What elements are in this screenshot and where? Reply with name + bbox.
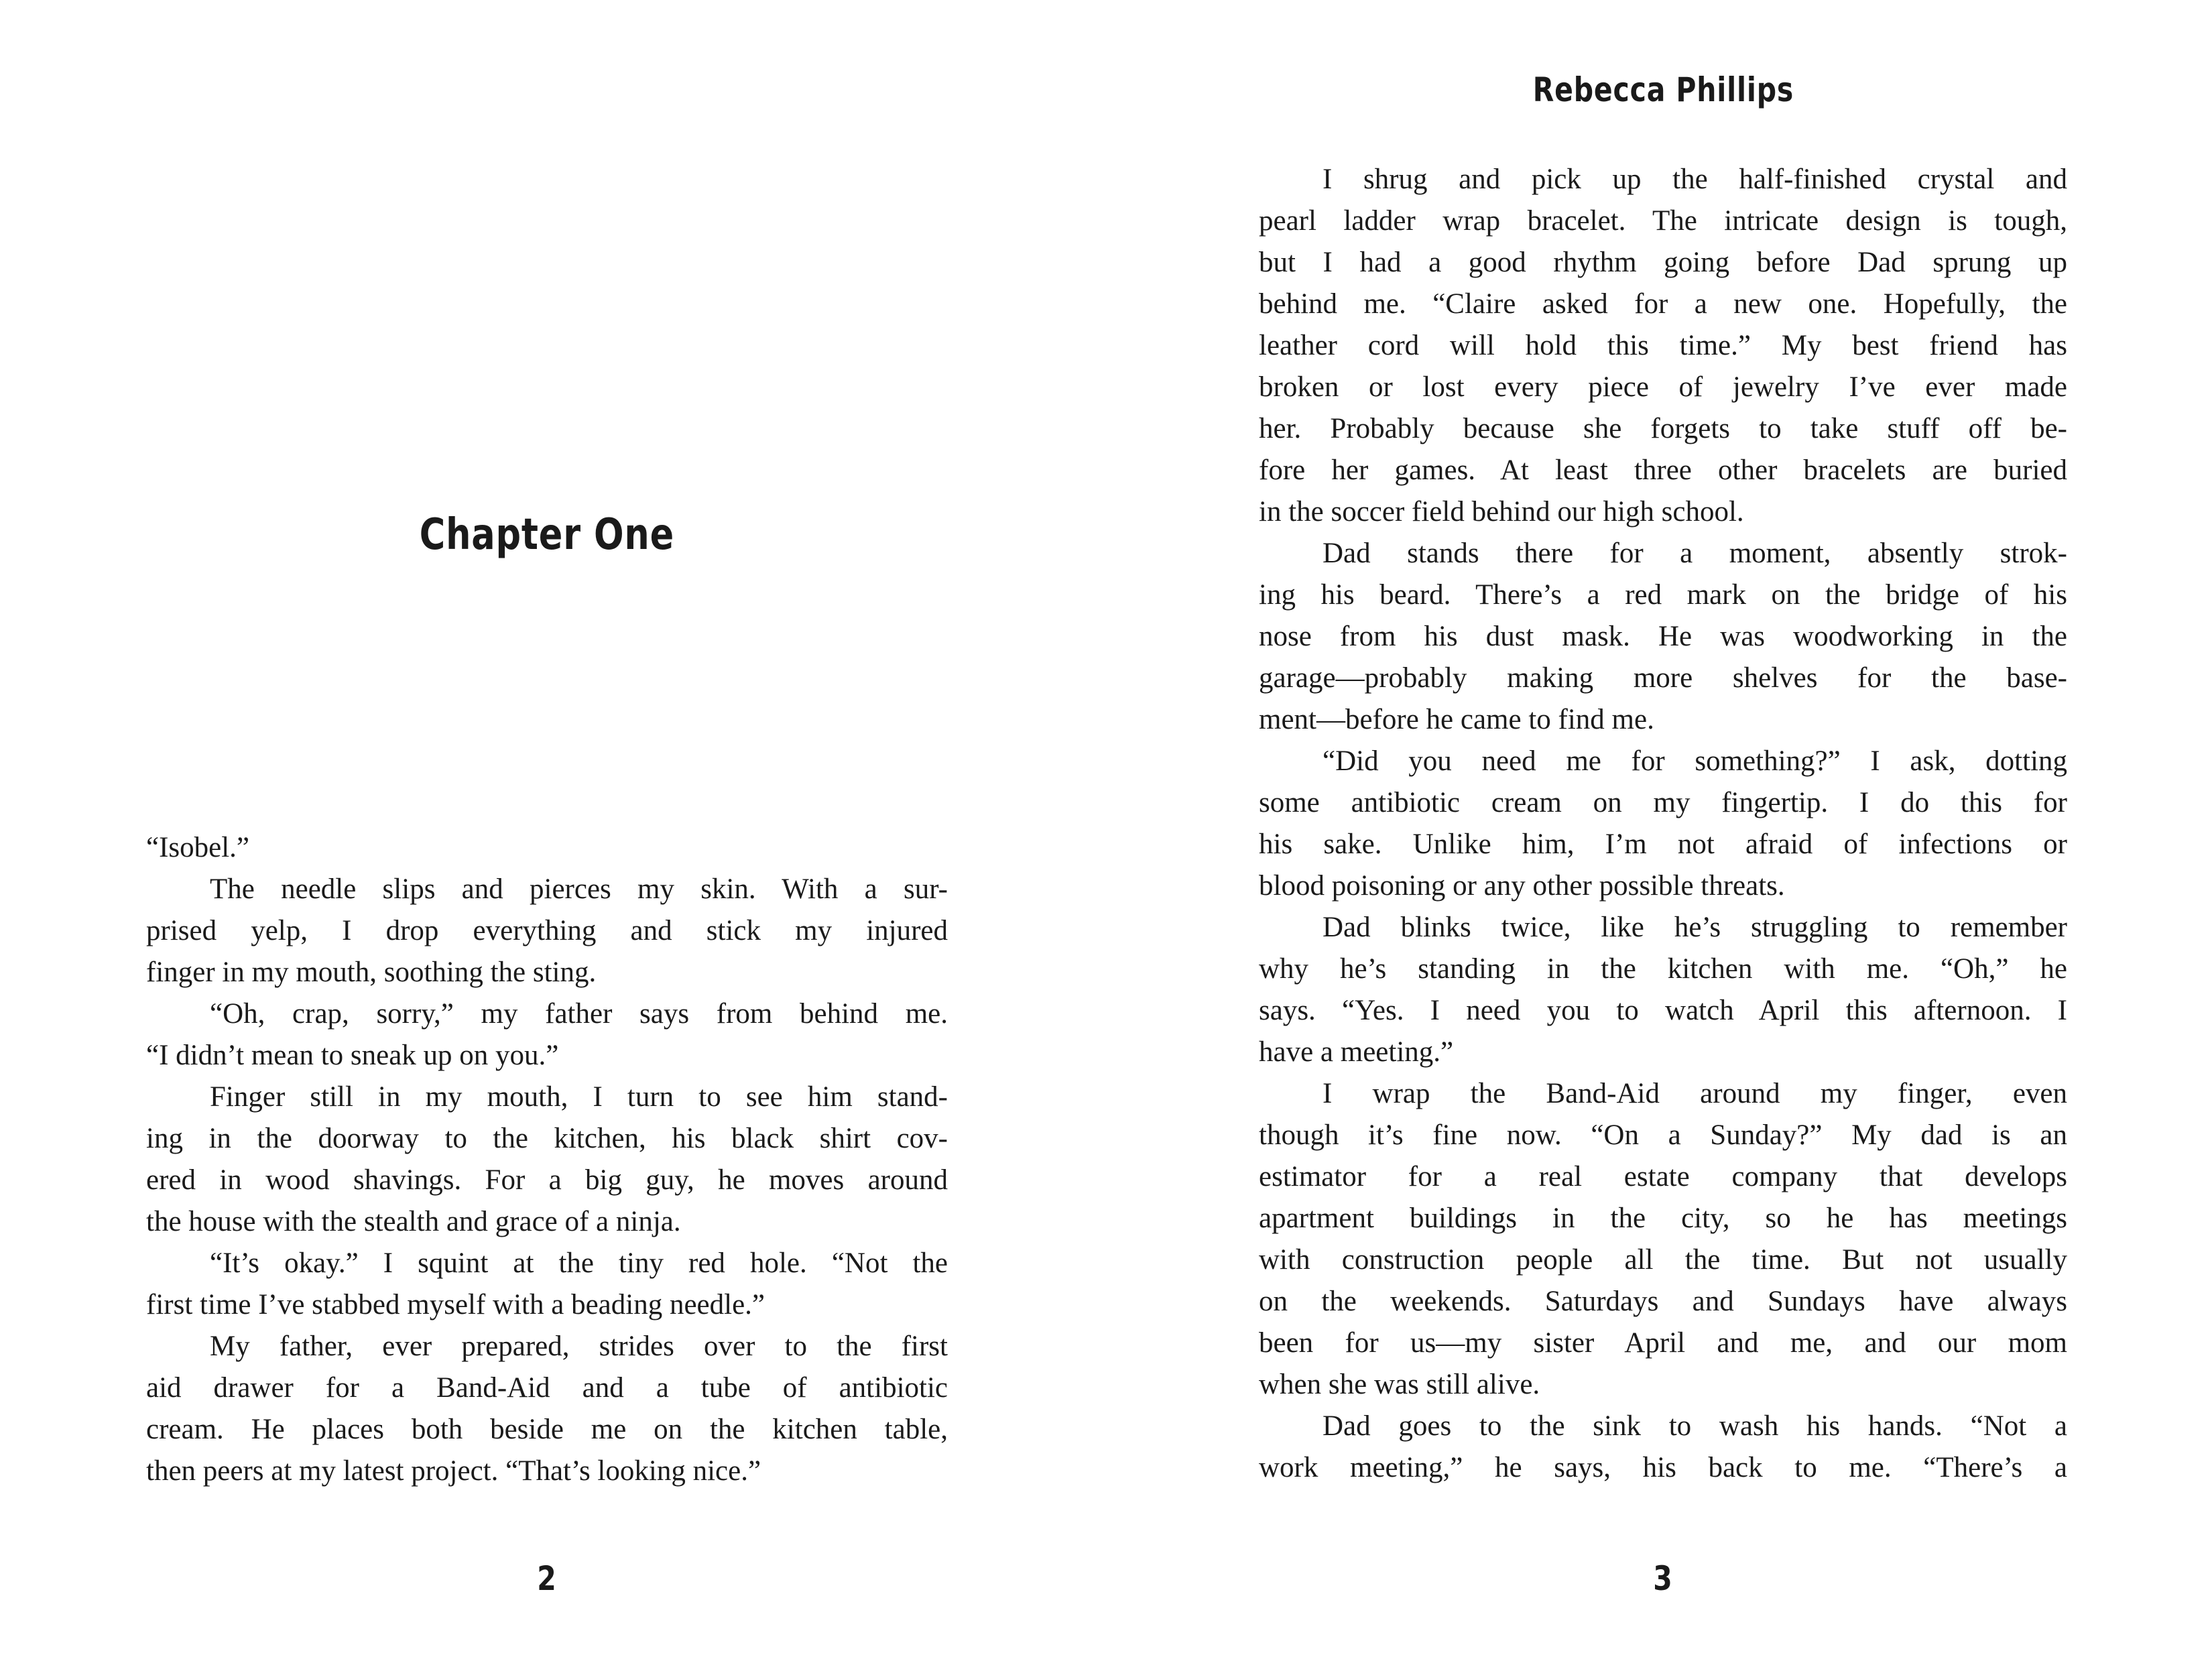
text-line: in the soccer field behind our high school. bbox=[1259, 496, 1744, 528]
text-line: why he’s standing in the kitchen with me. “Oh,” he bbox=[1259, 953, 2067, 985]
running-header bbox=[1259, 66, 2067, 114]
text-line: I shrug and pick up the half-finished crystal and bbox=[1323, 164, 2067, 195]
text-line: “I didn’t mean to sneak up on you.” bbox=[146, 1040, 559, 1071]
text-line: Dad blinks twice, like he’s struggling to remember bbox=[1323, 912, 2067, 943]
text-line: though it’s fine now. “On a Sunday?” My dad is an bbox=[1259, 1119, 2067, 1151]
text-line: broken or lost every piece of jewelry I’ve ever made bbox=[1259, 371, 2067, 403]
text-line: Dad goes to the sink to wash his hands. “Not a bbox=[1323, 1410, 2067, 1442]
text-line: “Oh, crap, sorry,” my father says from behind me. bbox=[210, 998, 948, 1030]
text-line: aid drawer for a Band-Aid and a tube of antibiotic bbox=[146, 1372, 948, 1404]
text-line: some antibiotic cream on my fingertip. I do this for bbox=[1259, 787, 2067, 818]
text-line: My father, ever prepared, strides over to the first bbox=[210, 1331, 948, 1362]
text-line: when she was still alive. bbox=[1259, 1369, 1540, 1400]
text-line: prised yelp, I drop everything and stick my injured bbox=[146, 915, 948, 946]
right-page-number: 3 bbox=[1653, 1559, 1673, 1598]
text-line: estimator for a real estate company that develops bbox=[1259, 1161, 2067, 1192]
text-line: first time I’ve stabbed myself with a beading needle.” bbox=[146, 1289, 765, 1320]
text-line: I wrap the Band-Aid around my finger, even bbox=[1323, 1078, 2067, 1109]
text-line: cream. He places both beside me on the kitchen table, bbox=[146, 1414, 948, 1445]
chapter-heading bbox=[146, 497, 948, 572]
left-page-number: 2 bbox=[537, 1559, 557, 1598]
text-line: pearl ladder wrap bracelet. The intricate design is tough, bbox=[1259, 205, 2067, 237]
text-line: been for us—my sister April and me, and our mom bbox=[1259, 1327, 2067, 1359]
text-line: work meeting,” he says, his back to me. “There’s a bbox=[1259, 1452, 2067, 1483]
text-line: but I had a good rhythm going before Dad sprung up bbox=[1259, 247, 2067, 278]
text-line: ing in the doorway to the kitchen, his black shirt cov- bbox=[146, 1123, 948, 1154]
text-line: behind me. “Claire asked for a new one. Hopefully, the bbox=[1259, 288, 2067, 320]
text-line: says. “Yes. I need you to watch April this afternoon. I bbox=[1259, 995, 2067, 1026]
text-line: “It’s okay.” I squint at the tiny red hole. “Not the bbox=[210, 1247, 948, 1279]
right-page-folio bbox=[1259, 1555, 2067, 1602]
text-line: then peers at my latest project. “That’s looking nice.” bbox=[146, 1455, 761, 1487]
right-page-body bbox=[1259, 159, 2067, 1489]
text-line: ing his beard. There’s a red mark on the bridge of his bbox=[1259, 579, 2067, 611]
text-line: blood poisoning or any other possible threats. bbox=[1259, 870, 1785, 902]
text-line: Finger still in my mouth, I turn to see him stand- bbox=[210, 1081, 948, 1113]
text-line: ment—before he came to find me. bbox=[1259, 704, 1654, 735]
text-line: The needle slips and pierces my skin. With a sur- bbox=[210, 873, 948, 905]
text-line: leather cord will hold this time.” My best friend has bbox=[1259, 330, 2067, 361]
text-line: finger in my mouth, soothing the sting. bbox=[146, 957, 597, 988]
text-line: garage—probably making more shelves for the base- bbox=[1259, 662, 2067, 694]
text-line: the house with the stealth and grace of a ninja. bbox=[146, 1206, 681, 1237]
text-line: fore her games. At least three other bracelets are buried bbox=[1259, 454, 2067, 486]
page-right bbox=[1106, 0, 2212, 1659]
text-line: “Did you need me for something?” I ask, dotting bbox=[1323, 745, 2067, 777]
text-line: nose from his dust mask. He was woodworking in the bbox=[1259, 621, 2067, 652]
text-line: his sake. Unlike him, I’m not afraid of infections or bbox=[1259, 828, 2067, 860]
chapter-title: Chapter One bbox=[419, 510, 675, 560]
text-line: ered in wood shavings. For a big guy, he moves around bbox=[146, 1164, 948, 1196]
running-header-author: Rebecca Phillips bbox=[1532, 70, 1794, 109]
text-line: apartment buildings in the city, so he has meetings bbox=[1259, 1203, 2067, 1234]
text-line: her. Probably because she forgets to take stuff off be- bbox=[1259, 413, 2067, 444]
text-line: with construction people all the time. But not usually bbox=[1259, 1244, 2067, 1276]
text-line: “Isobel.” bbox=[146, 832, 250, 863]
text-line: have a meeting.” bbox=[1259, 1036, 1454, 1068]
left-page-body bbox=[146, 827, 948, 1492]
left-page-folio bbox=[146, 1555, 948, 1602]
text-line: Dad stands there for a moment, absently strok- bbox=[1323, 538, 2067, 569]
text-line: on the weekends. Saturdays and Sundays have always bbox=[1259, 1286, 2067, 1317]
